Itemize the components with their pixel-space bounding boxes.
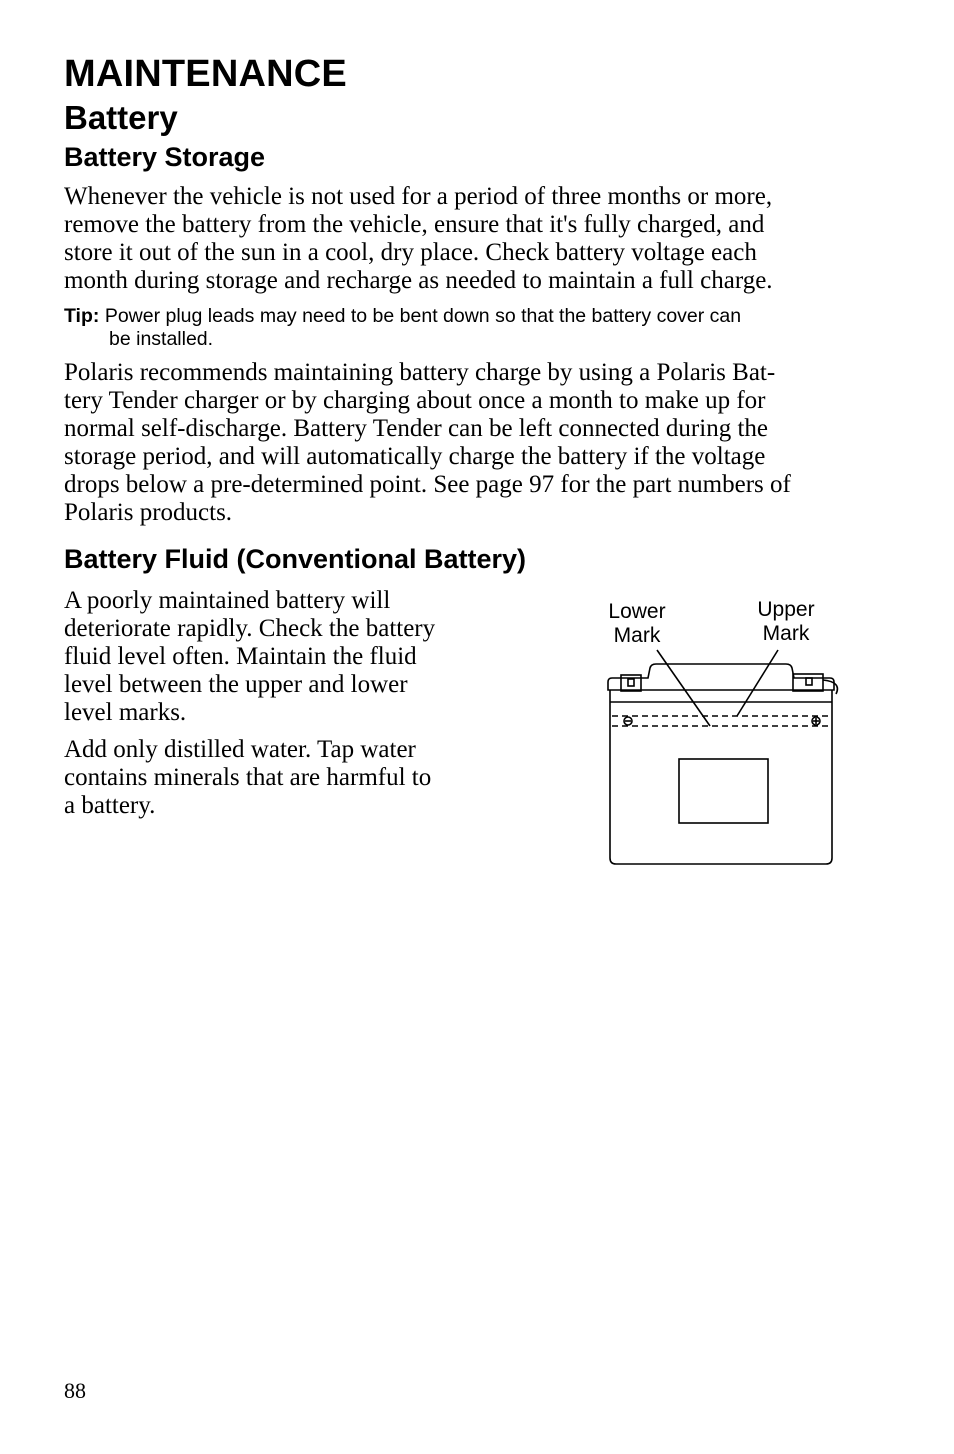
text-line: A poorly maintained battery will (64, 587, 391, 614)
battery-fluid-heading: Battery Fluid (Conventional Battery) (64, 544, 527, 574)
battery-label-panel (679, 759, 768, 823)
page-number: 88 (64, 1378, 86, 1403)
upper-mark-label: Upper Mark (757, 598, 815, 645)
battery-storage-heading: Battery Storage (64, 142, 266, 172)
text-line: contains minerals that are harmful to (64, 764, 432, 791)
text-line: month during storage and recharge as needed to maintain a full charge. (64, 267, 773, 294)
text-line: a battery. (64, 792, 156, 819)
text-line: Polaris products. (64, 499, 233, 526)
text-line: Polaris recommends maintaining battery charge by using a Polaris Bat- (64, 359, 776, 386)
lower-mark-leader (657, 650, 710, 726)
text-line: remove the battery from the vehicle, ensure that it's fully charged, and (64, 211, 765, 238)
tip-label: Tip: (64, 305, 100, 327)
distilled-water-paragraph (64, 736, 431, 820)
text-line: Whenever the vehicle is not used for a period of three months or more, (64, 183, 773, 210)
text-line: deteriorate rapidly. Check the battery (64, 615, 436, 642)
battery-storage-paragraph (64, 183, 773, 295)
text-line: tery Tender charger or by charging about once a month to make up for (64, 387, 766, 414)
text-line: store it out of the sun in a cool, dry place. Check battery voltage each (64, 239, 757, 266)
text-line: drops below a pre-determined point. See page 97 for the part numbers of (64, 471, 791, 498)
text-line: level between the upper and lower (64, 671, 408, 698)
tip-text-line2: be installed. (109, 328, 214, 350)
battery-tender-paragraph (64, 359, 791, 527)
tip-note (64, 305, 864, 351)
right-terminal (793, 674, 823, 691)
text-line: storage period, and will automatically charge the battery if the voltage (64, 443, 766, 470)
battery-lid (608, 664, 834, 690)
text-line: fluid level often. Maintain the fluid (64, 643, 417, 670)
text-line: Add only distilled water. Tap water (64, 736, 416, 763)
lower-mark-label: Lower Mark (608, 600, 666, 647)
battery-fluid-paragraph (64, 587, 435, 727)
upper-mark-leader (737, 650, 778, 716)
tip-text-line1: Power plug leads may need to be bent down so that the battery cover can (104, 305, 742, 327)
section-title: Battery (64, 99, 178, 136)
battery-fluid-level-diagram (590, 590, 860, 870)
chapter-title: MAINTENANCE (64, 53, 347, 95)
text-line: level marks. (64, 699, 187, 726)
text-line: normal self-discharge. Battery Tender can be left connected during the (64, 415, 768, 442)
